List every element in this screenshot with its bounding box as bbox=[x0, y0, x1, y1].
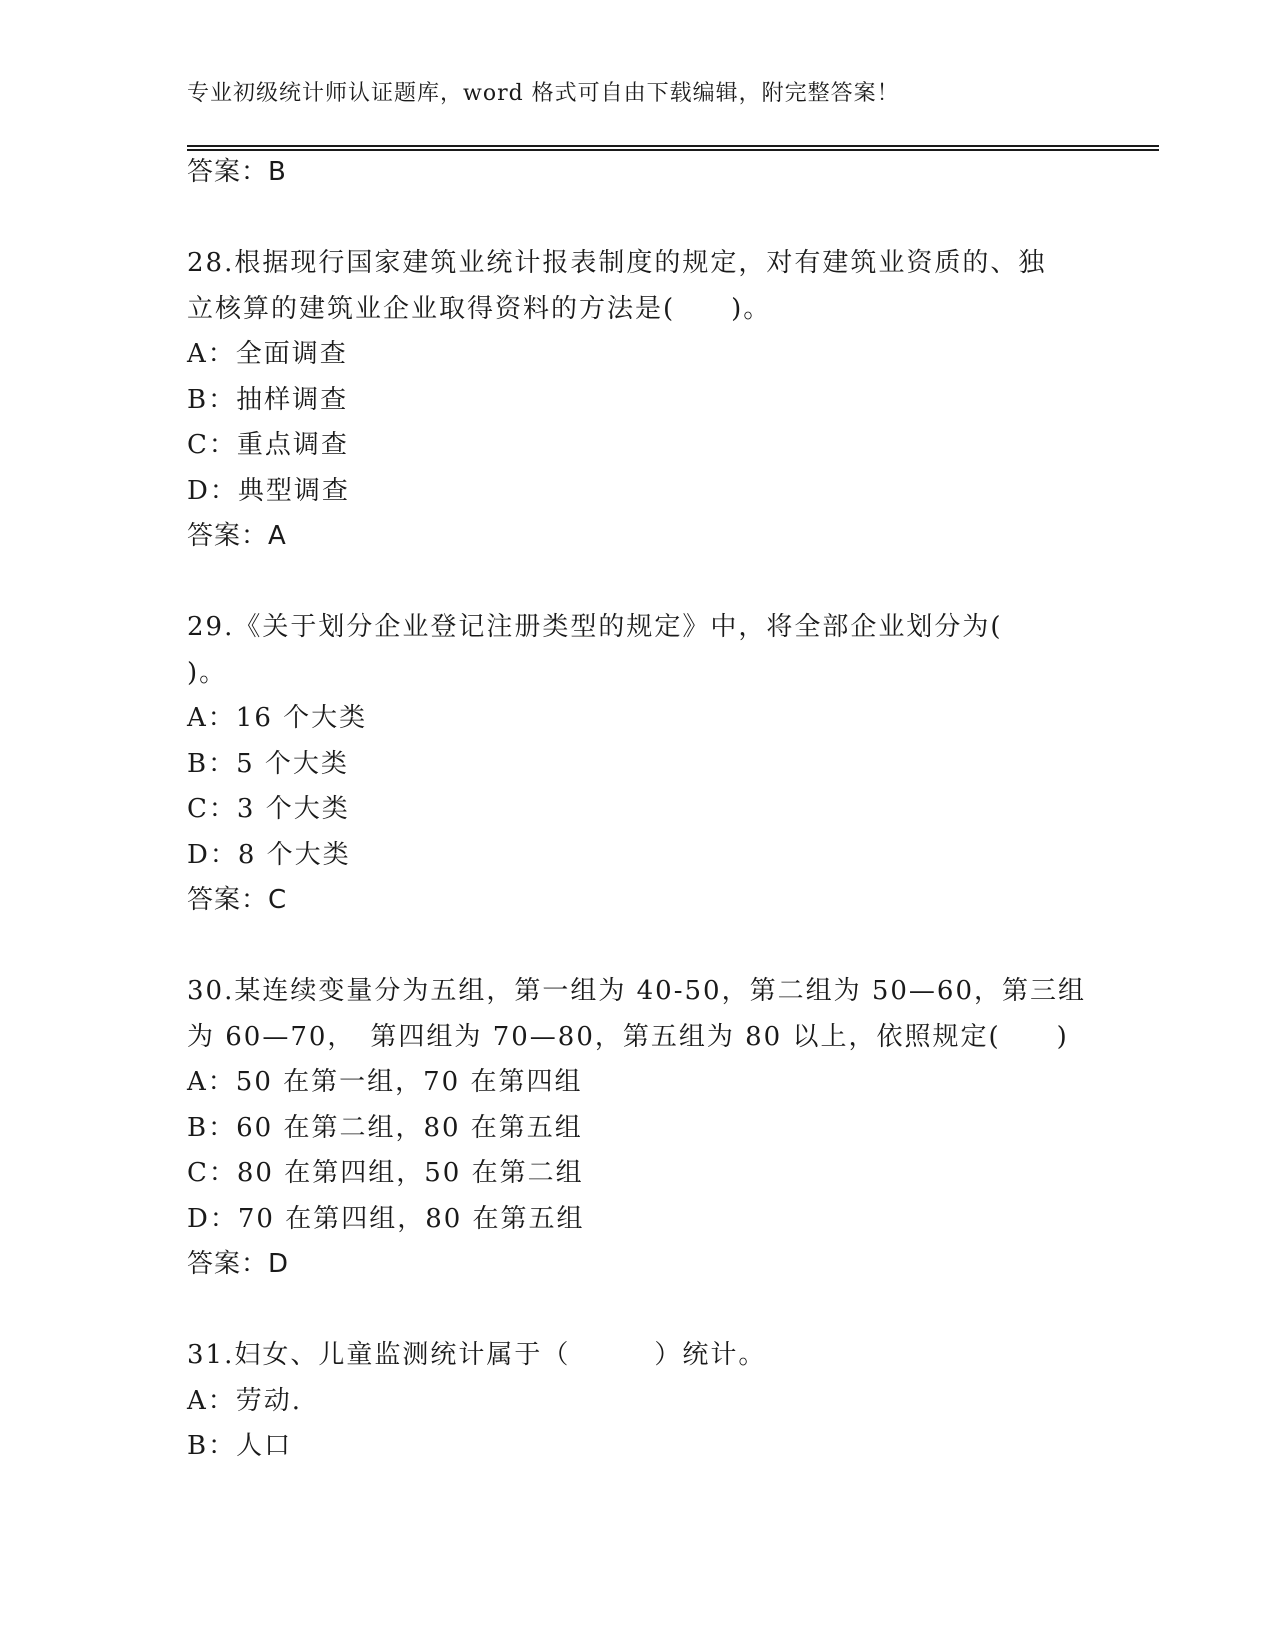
option-d: D：8 个大类 bbox=[187, 839, 351, 870]
option-b: B：抽样调查 bbox=[187, 384, 349, 415]
option-d: D：典型调查 bbox=[187, 475, 350, 506]
option-c: C：80 在第四组，50 在第二组 bbox=[187, 1158, 584, 1188]
question-stem: )。 bbox=[187, 657, 228, 688]
question-stem: 28.根据现行国家建筑业统计报表制度的规定，对有建筑业资质的、独 bbox=[187, 248, 1047, 278]
option-b: B：人口 bbox=[187, 1431, 293, 1461]
spacer bbox=[187, 196, 1087, 242]
option-d: D：70 在第四组，80 在第五组 bbox=[187, 1203, 585, 1234]
question-stem: 29.《关于划分企业登记注册类型的规定》中，将全部企业划分为( bbox=[187, 612, 1003, 642]
option-a: A：50 在第一组，70 在第四组 bbox=[187, 1067, 583, 1097]
spacer bbox=[187, 924, 1087, 970]
answer: 答案：C bbox=[187, 885, 288, 915]
answer: 答案：D bbox=[187, 1249, 290, 1279]
question-stem: 为 60—70， 第四组为 70—80，第五组为 80 以上，依照规定( ) bbox=[187, 1021, 1069, 1052]
spacer bbox=[187, 1288, 1087, 1334]
question-30 bbox=[187, 969, 1087, 1288]
option-c: C：重点调查 bbox=[187, 430, 349, 460]
question-stem: 立核算的建筑业企业取得资料的方法是( )。 bbox=[187, 293, 772, 324]
question-stem: 31.妇女、儿童监测统计属于（ ）统计。 bbox=[187, 1340, 767, 1370]
option-a: A：16 个大类 bbox=[187, 703, 368, 733]
spacer bbox=[187, 560, 1087, 606]
question-28 bbox=[187, 241, 1087, 560]
question-29 bbox=[187, 605, 1087, 924]
option-b: B：5 个大类 bbox=[187, 748, 349, 779]
option-a: A：劳动. bbox=[187, 1385, 303, 1416]
previous-answer: 答案：B bbox=[187, 157, 287, 187]
page-header: 专业初级统计师认证题库，word 格式可自由下载编辑，附完整答案！ bbox=[187, 81, 900, 106]
answer: 答案：A bbox=[187, 521, 287, 551]
document-body bbox=[187, 150, 1087, 1470]
question-stem: 30.某连续变量分为五组，第一组为 40-50，第二组为 50—60，第三组 bbox=[187, 976, 1086, 1006]
option-c: C：3 个大类 bbox=[187, 794, 350, 824]
option-a: A：全面调查 bbox=[187, 339, 348, 369]
question-31 bbox=[187, 1333, 1087, 1470]
option-b: B：60 在第二组，80 在第五组 bbox=[187, 1112, 583, 1143]
